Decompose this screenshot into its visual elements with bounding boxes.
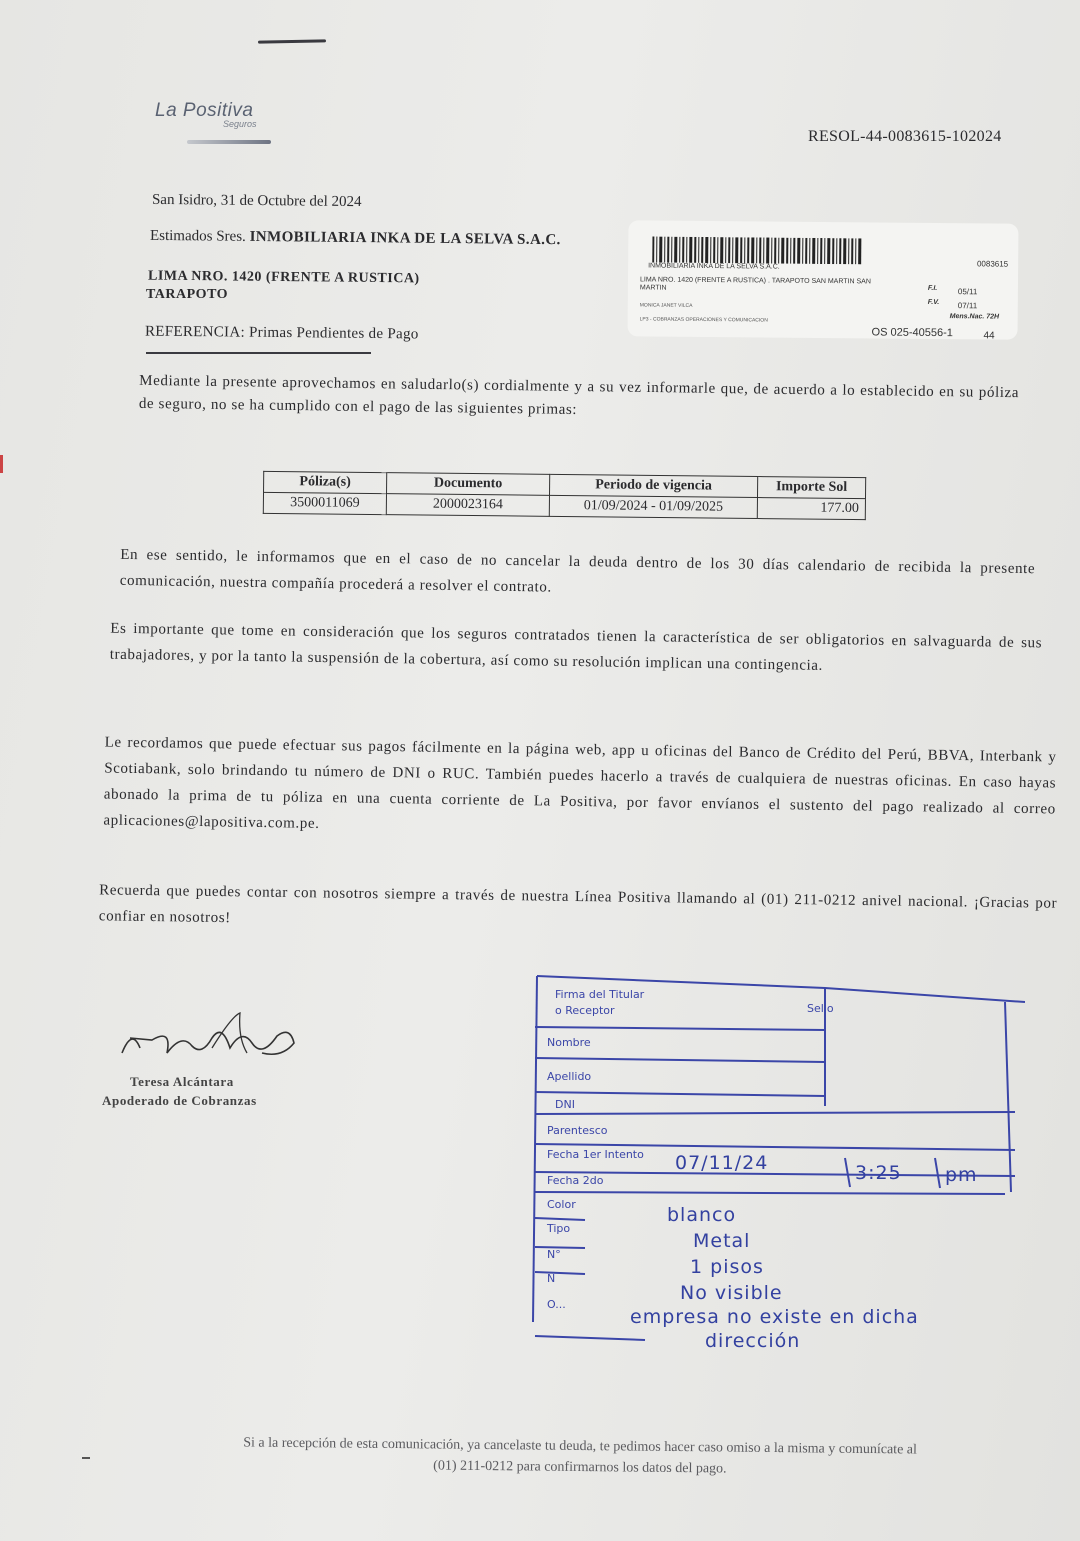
stamp-label-obs: O...	[547, 1298, 566, 1311]
label-os-number: OS 025-40556-1	[871, 326, 953, 340]
letter-date: San Isidro, 31 de Octubre del 2024	[151, 191, 362, 211]
greeting	[150, 228, 561, 249]
stamp-label-apellido: Apellido	[547, 1070, 592, 1083]
handwritten-pisos: 1 pisos	[690, 1256, 764, 1278]
stamp-label-fecha1: Fecha 1er Intento	[547, 1148, 644, 1161]
stamp-label-firma: Firma del Titular	[555, 988, 645, 1001]
reference-underline	[146, 352, 371, 354]
stamp-label-tipo: Tipo	[547, 1222, 571, 1235]
stamp-label-n2: N	[547, 1272, 556, 1285]
table-cell-amount: 177.00	[757, 498, 865, 520]
table-cell-document: 2000023164	[386, 494, 549, 517]
stamp-label-sello: Sello	[807, 1002, 834, 1015]
reference-label: REFERENCIA:	[144, 323, 246, 341]
label-code: 0083615	[976, 259, 1009, 269]
stamp-label-receptor: o Receptor	[555, 1004, 615, 1017]
paragraph-closing: Recuerda que puedes contar con nosotros siempre a través de nuestra Línea Positiva llamando al (01) 211-0212 anivel nacional. ¡Gracias por confiar en nosotros!	[98, 882, 1058, 927]
resolution-code: RESOL-44-0083615-102024	[808, 128, 1002, 145]
label-fi-value: 05/11	[957, 287, 978, 297]
column-header: Póliza(s)	[264, 471, 387, 493]
premiums-table	[263, 471, 866, 520]
stamp-label-fecha2: Fecha 2do	[547, 1174, 604, 1187]
label-fi-key: F.I.	[927, 284, 938, 292]
handwritten-color: blanco	[667, 1204, 737, 1226]
address-line-2: TARAPOTO	[146, 287, 229, 302]
handwritten-date: 07/11/24	[675, 1152, 769, 1174]
signature-icon	[112, 1008, 302, 1068]
barcode-icon	[652, 237, 862, 265]
mail-label	[628, 220, 1019, 342]
greeting-prefix: Estimados Sres.	[149, 227, 246, 245]
logo-subtitle: Seguros	[223, 119, 257, 129]
label-fv-key: F.V.	[927, 298, 940, 307]
logo-name: La Positiva	[155, 100, 254, 121]
label-attention: MONICA JANET VILCA	[639, 302, 693, 309]
paragraph-warning: En ese sentido, le informamos que en el caso de no cancelar la deuda dentro de los 30 días calendario de recibida la presente comunicación, nuestra compañía procederá a resolver el contrato.	[119, 546, 1036, 596]
handwritten-ampm: pm	[945, 1164, 978, 1186]
stamp-label-parentesco: Parentesco	[547, 1124, 608, 1137]
company-logo	[155, 100, 285, 129]
footer-note	[170, 1432, 990, 1483]
label-count: 44	[983, 330, 995, 342]
recipient-company: INMOBILIARIA INKA DE LA SELVA S.A.C.	[249, 228, 561, 249]
paragraph-intro: Mediante la presente aprovechamos en saludarlo(s) cordialmente y a su vez informarle que, de acuerdo a lo establecido en su póliza de seguro, no se ha cumplido con el pago de las siguientes primas:	[138, 372, 1020, 418]
signer-name: Teresa Alcántara	[130, 1074, 234, 1089]
label-department: LP3 - COBRANZAS OPERACIONES Y COMUNICACION	[639, 316, 768, 324]
footer-mark	[82, 1457, 90, 1459]
column-header: Documento	[387, 473, 550, 496]
delivery-stamp	[525, 972, 1025, 1352]
handwritten-time: 3:25	[855, 1162, 902, 1184]
label-service: Mens.Nac. 72H	[949, 313, 1000, 321]
edge-mark	[0, 455, 3, 473]
reference	[145, 324, 419, 344]
stamp-label-color: Color	[547, 1198, 576, 1211]
table-cell-period: 01/09/2024 - 01/09/2025	[549, 495, 757, 518]
handwritten-material: Metal	[693, 1230, 751, 1252]
logo-swoosh-icon	[187, 140, 271, 144]
signer-role: Apoderado de Cobranzas	[102, 1093, 257, 1108]
label-recipient: INMOBILIARIA INKA DE LA SELVA S.A.C.	[648, 262, 780, 271]
column-header: Importe Sol	[757, 477, 865, 499]
handwritten-numero: No visible	[680, 1282, 783, 1304]
label-fv-value: 07/11	[957, 301, 978, 311]
table-cell-policy: 3500011069	[263, 492, 386, 514]
label-address: LIMA NRO. 1420 (FRENTE A RUSTICA) . TARAPOTO SAN MARTIN SAN MARTIN	[639, 276, 871, 292]
column-header: Periodo de vigencia	[550, 474, 758, 497]
paragraph-important: Es importante que tome en consideración que los seguros contratados tienen la característica de ser obligatorios en salvaguarda de sus trabajadores, y por la tanto la suspensión de la cobertura, así como su resolución implican una contingencia.	[109, 620, 1043, 674]
stamp-label-nombre: Nombre	[547, 1036, 591, 1049]
handwritten-observation-1: empresa no existe en dicha	[630, 1306, 919, 1328]
stamp-label-dni: DNI	[555, 1098, 575, 1111]
pen-mark	[258, 39, 326, 43]
reference-text: Primas Pendientes de Pago	[248, 324, 419, 343]
address-line-1: LIMA NRO. 1420 (FRENTE A RUSTICA)	[147, 268, 420, 287]
paragraph-payment: Le recordamos que puede efectuar sus pagos fácilmente en la página web, app u oficinas del Banco de Crédito del Perú, BBVA, Interbank y Scotiabank, solo brindando tu número de DNI o RUC. También puedes hacerlo a través de cualquiera de nuestras oficinas. En caso hayas abonado la prima de tu póliza en una cuenta corriente de La Positiva, por favor envíanos el sustento del pago realizado al correo aplicaciones@lapositiva.com.pe.	[103, 734, 1057, 832]
footer-line-2: (01) 211-0212 para confirmarnos los datos del pago.	[433, 1458, 727, 1477]
stamp-label-n1: N°	[547, 1248, 561, 1261]
handwritten-observation-2: dirección	[705, 1330, 801, 1352]
footer-line-1: Si a la recepción de esta comunicación, ya cancelaste tu deuda, te pedimos hacer caso omiso a la misma y comunícate al	[243, 1435, 918, 1458]
